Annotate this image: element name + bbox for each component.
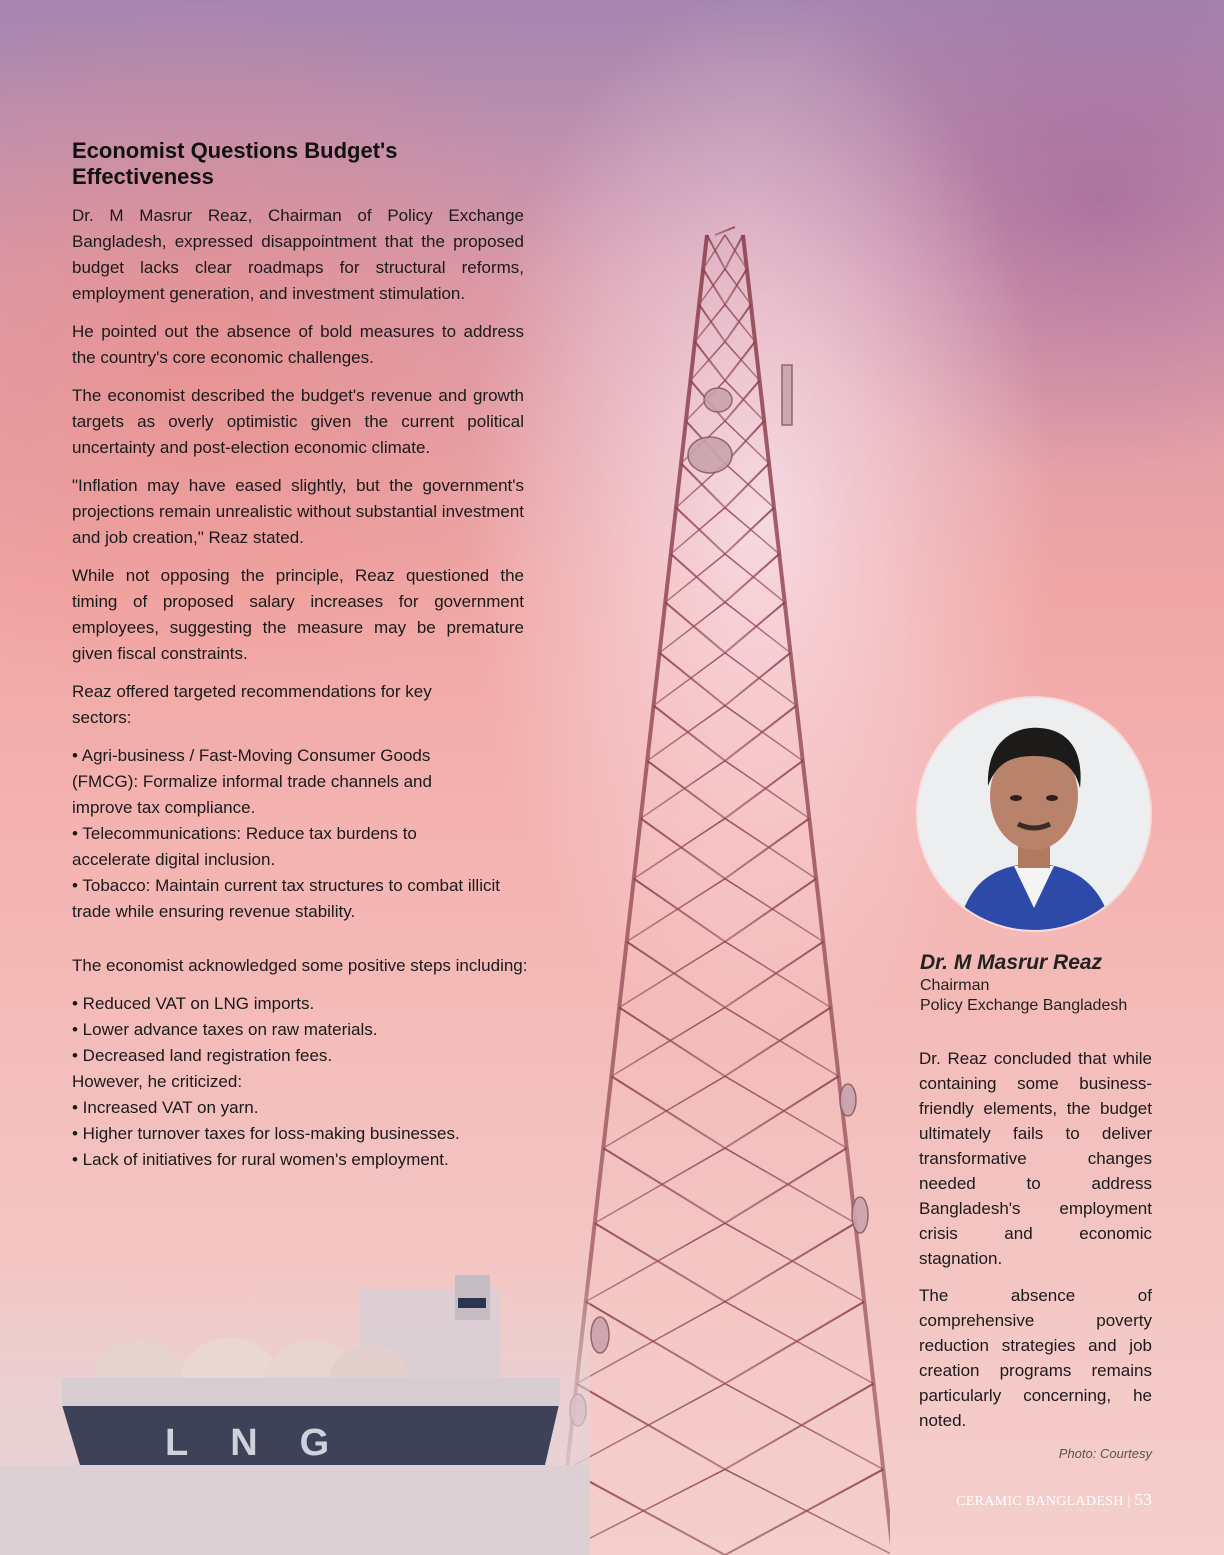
portrait-photo (918, 698, 1150, 930)
positives-intro: The economist acknowledged some positive steps including: (72, 956, 528, 975)
paragraph-4: "Inflation may have eased slightly, but the government's projections remain unrealistic without substantial investment and job creation," Reaz stated. (72, 476, 524, 547)
paragraph-2: He pointed out the absence of bold measures to address the country's core economic challenges. (72, 322, 524, 367)
caption-title: Chairman (920, 977, 990, 994)
list-item: • Reduced VAT on LNG imports. (72, 994, 315, 1013)
photo-caption (920, 950, 1160, 1016)
list-item: • Telecommunications: Reduce tax burdens to accelerate digital inclusion. (72, 824, 417, 869)
caption-organization: Policy Exchange Bangladesh (920, 997, 1128, 1014)
list-item: • Agri-business / Fast-Moving Consumer Goods (FMCG): Formalize informal trade channels and improve tax compliance. (72, 746, 432, 817)
list-item: • Increased VAT on yarn. (72, 1098, 259, 1117)
left-column (72, 203, 528, 1185)
right-paragraph-1: Dr. Reaz concluded that while containing some business-friendly elements, the budget ultimately fails to deliver transformative changes needed to address Bangladesh's employment crisis and economic stagnation. (919, 1049, 1152, 1268)
paragraph-1: Dr. M Masrur Reaz, Chairman of Policy Exchange Bangladesh, expressed disappointment that the proposed budget lacks clear roadmaps for structural reforms, employment generation, and investment stimulation. (72, 206, 524, 303)
list-item: • Decreased land registration fees. (72, 1046, 333, 1065)
page-number: 53 (1134, 1490, 1152, 1509)
telecom-tower-image (560, 225, 890, 1555)
lng-ship-image (0, 1260, 590, 1555)
list-item: • Lower advance taxes on raw materials. (72, 1020, 378, 1039)
ship-hull-text: LNG (165, 1422, 372, 1464)
photo-credit: Photo: Courtesy (1058, 1446, 1152, 1461)
paragraph-3: The economist described the budget's revenue and growth targets as overly optimistic given the current political uncertainty and post-election economic climate. (72, 386, 524, 457)
criticism-intro: However, he criticized: (72, 1072, 243, 1091)
list-item: • Higher turnover taxes for loss-making businesses. (72, 1124, 460, 1143)
list-item: • Lack of initiatives for rural women's employment. (72, 1150, 449, 1169)
publication-name: CERAMIC BANGLADESH (956, 1494, 1124, 1509)
right-paragraph-2: The absence of comprehensive poverty reduction strategies and job creation programs remains particularly concerning, he noted. (919, 1286, 1152, 1430)
recommendations-list (72, 743, 524, 925)
paragraph-5: While not opposing the principle, Reaz questioned the timing of proposed salary increases for government employees, suggesting the measure may be premature given fiscal constraints. (72, 566, 524, 663)
page-footer (956, 1490, 1152, 1510)
list-item: • Tobacco: Maintain current tax structures to combat illicit trade while ensuring revenue stability. (72, 876, 500, 921)
recommendations-intro: Reaz offered targeted recommendations for key sectors: (72, 682, 432, 727)
right-column (919, 1046, 1152, 1445)
footer-separator: | (1123, 1494, 1135, 1509)
positives-list (72, 991, 524, 1173)
article-heading: Economist Questions Budget's Effectiveness (72, 138, 398, 189)
caption-name: Dr. M Masrur Reaz (920, 951, 1103, 974)
